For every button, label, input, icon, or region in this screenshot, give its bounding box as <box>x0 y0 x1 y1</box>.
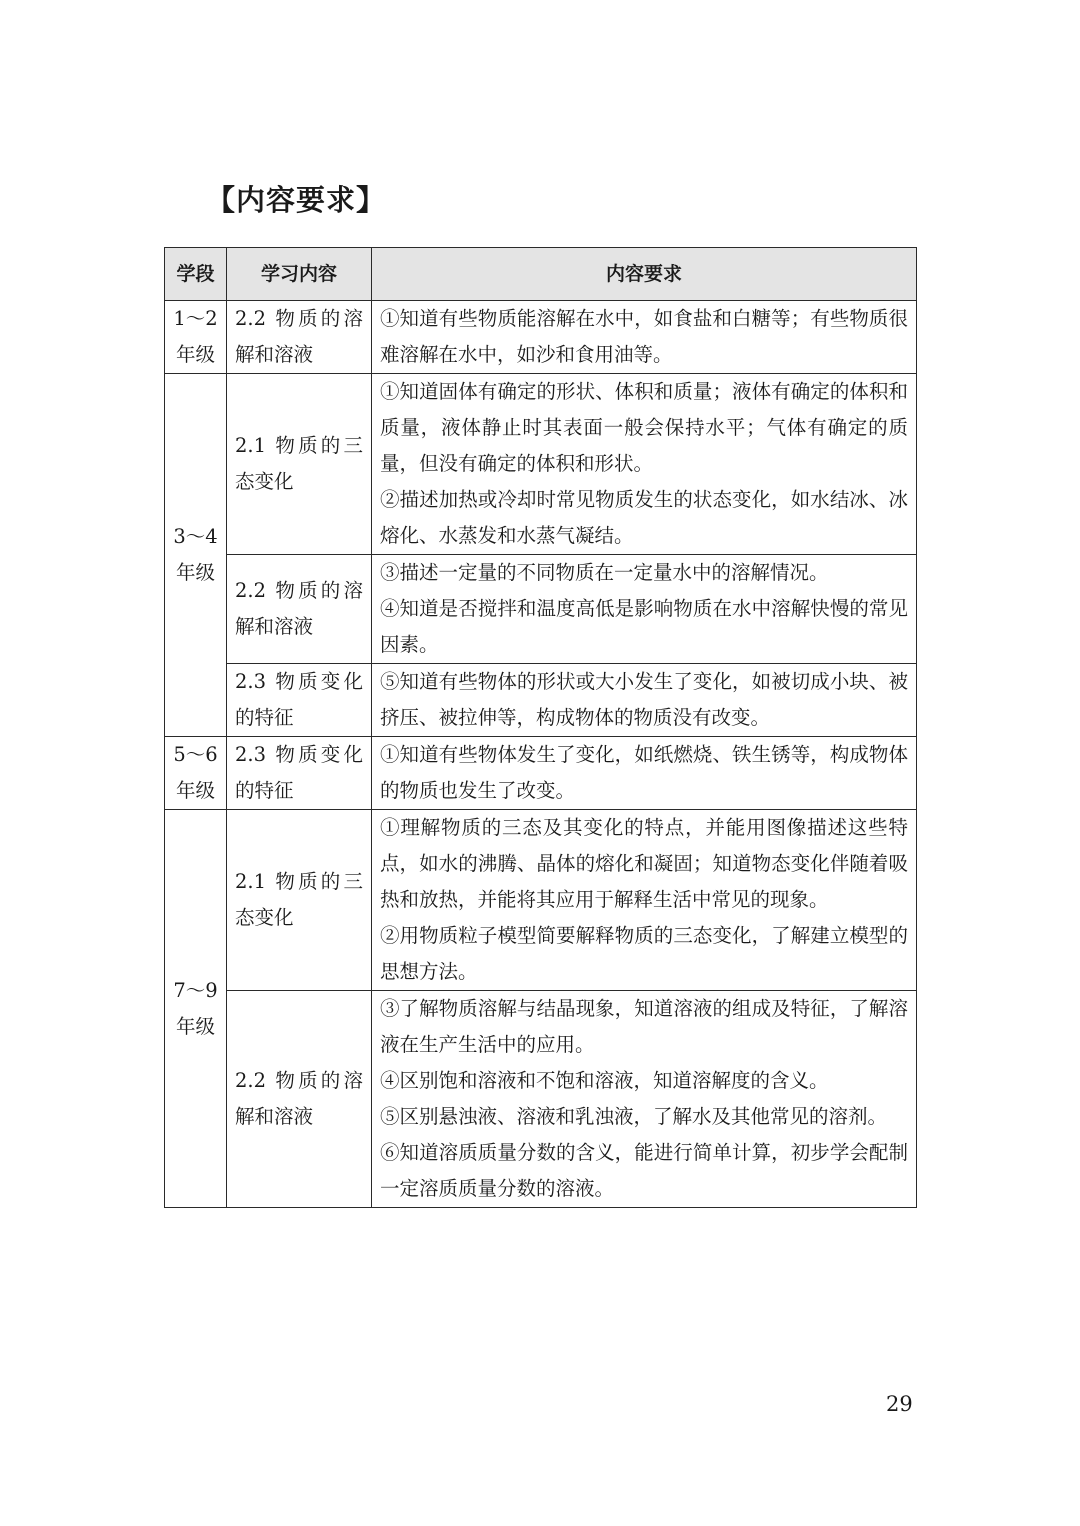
requirement-item: ①知道有些物质能溶解在水中，如食盐和白糖等；有些物质很难溶解在水中，如沙和食用油等。 <box>380 307 908 366</box>
topic-cell: 2.1 物质的三态变化 <box>227 810 372 991</box>
requirement-cell <box>372 991 917 1208</box>
stage-range: 3～4 <box>173 525 218 548</box>
requirement-item: ③描述一定量的不同物质在一定量水中的溶解情况。 <box>380 561 829 584</box>
stage-cell <box>165 810 227 1208</box>
requirement-item: ⑤知道有些物体的形状或大小发生了变化，如被切成小块、被挤压、被拉伸等，构成物体的物质没有改变。 <box>380 670 908 729</box>
requirement-item: ⑤区别悬浊液、溶液和乳浊液，了解水及其他常见的溶剂。 <box>380 1105 888 1128</box>
table-row <box>165 991 917 1208</box>
page-number: 29 <box>886 1392 913 1416</box>
table-header-row <box>165 248 917 301</box>
requirement-cell <box>372 555 917 664</box>
section-title: 【内容要求】 <box>206 183 387 217</box>
stage-range: 7～9 <box>173 978 218 1002</box>
requirement-cell <box>372 810 917 991</box>
table-row <box>165 810 917 991</box>
stage-range: 1～2 <box>173 307 218 330</box>
stage-cell <box>165 301 227 374</box>
topic-cell: 2.2 物质的溶解和溶液 <box>227 555 372 664</box>
stage-unit: 年级 <box>175 561 215 584</box>
table-row <box>165 664 917 737</box>
requirement-item: ②用物质粒子模型简要解释物质的三态变化，了解建立模型的思想方法。 <box>380 924 908 983</box>
topic-cell: 2.1 物质的三态变化 <box>227 374 372 555</box>
stage-cell <box>165 374 227 737</box>
stage-cell <box>165 737 227 810</box>
stage-unit: 年级 <box>175 779 215 802</box>
table-row <box>165 737 917 810</box>
table-row <box>165 374 917 555</box>
requirement-cell <box>372 664 917 737</box>
header-topic: 学习内容 <box>227 248 372 301</box>
requirement-cell <box>372 374 917 555</box>
stage-unit: 年级 <box>175 343 215 366</box>
stage-range: 5～6 <box>173 743 218 766</box>
requirement-cell <box>372 737 917 810</box>
requirement-item: ④区别饱和溶液和不饱和溶液，知道溶解度的含义。 <box>380 1069 829 1092</box>
stage-unit: 年级 <box>175 1014 215 1038</box>
topic-cell: 2.2 物质的溶解和溶液 <box>227 991 372 1208</box>
header-requirement: 内容要求 <box>372 248 917 301</box>
requirement-item: ③了解物质溶解与结晶现象，知道溶液的组成及特征，了解溶液在生产生活中的应用。 <box>380 997 908 1056</box>
table-row <box>165 301 917 374</box>
requirement-item: ①理解物质的三态及其变化的特点，并能用图像描述这些特点，如水的沸腾、晶体的熔化和凝固；知道物态变化伴随着吸热和放热，并能将其应用于解释生活中常见的现象。 <box>380 816 908 911</box>
topic-cell: 2.3 物质变化的特征 <box>227 737 372 810</box>
requirement-item: ①知道固体有确定的形状、体积和质量；液体有确定的体积和质量，液体静止时其表面一般会保持水平；气体有确定的质量，但没有确定的体积和形状。 <box>380 380 908 475</box>
table-row <box>165 555 917 664</box>
topic-cell: 2.2 物质的溶解和溶液 <box>227 301 372 374</box>
content-requirements-table <box>164 247 917 1208</box>
requirement-item: ⑥知道溶质质量分数的含义，能进行简单计算，初步学会配制一定溶质质量分数的溶液。 <box>380 1141 908 1200</box>
topic-cell: 2.3 物质变化的特征 <box>227 664 372 737</box>
header-stage: 学段 <box>165 248 227 301</box>
requirement-cell <box>372 301 917 374</box>
requirement-item: ④知道是否搅拌和温度高低是影响物质在水中溶解快慢的常见因素。 <box>380 597 908 656</box>
requirement-item: ①知道有些物体发生了变化，如纸燃烧、铁生锈等，构成物体的物质也发生了改变。 <box>380 743 908 802</box>
requirement-item: ②描述加热或冷却时常见物质发生的状态变化，如水结冰、冰熔化、水蒸发和水蒸气凝结。 <box>380 488 908 547</box>
